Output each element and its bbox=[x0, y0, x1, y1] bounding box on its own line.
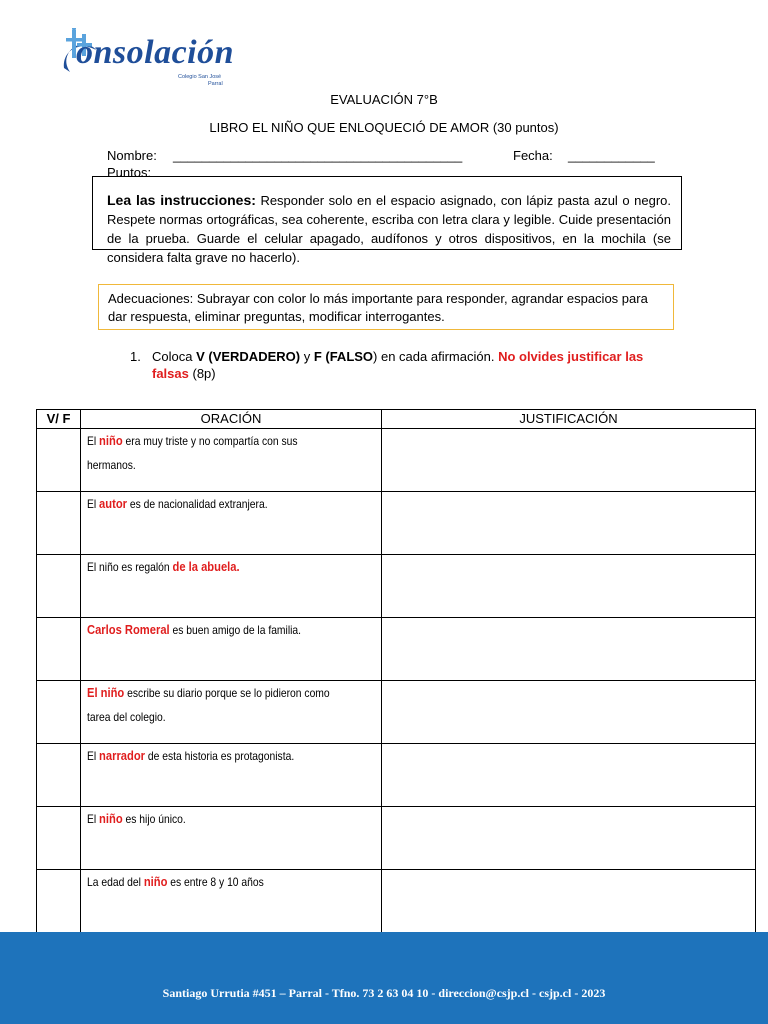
q1-text: Coloca bbox=[152, 349, 197, 364]
sentence-cell bbox=[81, 492, 382, 555]
evaluation-title: EVALUACIÓN 7°B bbox=[330, 92, 438, 107]
q1-points: (8p) bbox=[188, 366, 216, 381]
q1-warning: No olvides justificar las falsas bbox=[152, 349, 644, 381]
sentence-cell bbox=[81, 807, 382, 870]
logo-city: Parral bbox=[208, 81, 223, 87]
header-justificacion: JUSTIFICACIÓN bbox=[382, 410, 756, 429]
table-row bbox=[37, 681, 756, 744]
instructions-lead: Lea las instrucciones: bbox=[107, 192, 256, 208]
footer-bar bbox=[0, 932, 768, 1024]
sentence-highlight: autor bbox=[99, 496, 128, 511]
book-title: LIBRO EL NIÑO QUE ENLOQUECIÓ DE AMOR (30 puntos) bbox=[209, 120, 559, 135]
sentence-text: de esta historia es protagonista. bbox=[145, 749, 295, 763]
sentence-text: La edad del bbox=[87, 875, 144, 889]
puntos-label: Puntos: bbox=[107, 165, 152, 180]
nombre-label: Nombre: bbox=[107, 148, 157, 163]
justification-cell[interactable] bbox=[382, 807, 756, 870]
fecha-label: Fecha: bbox=[513, 148, 553, 163]
sentence-cell bbox=[81, 555, 382, 618]
vf-answer-cell[interactable] bbox=[37, 429, 81, 492]
table-row bbox=[37, 807, 756, 870]
sentence-highlight: de la abuela. bbox=[172, 559, 240, 574]
sentence-highlight: niño bbox=[143, 874, 168, 889]
sentence-text: es de nacionalidad extranjera. bbox=[127, 497, 268, 511]
justification-cell[interactable] bbox=[382, 744, 756, 807]
justification-cell[interactable] bbox=[382, 870, 756, 933]
table-header-row bbox=[37, 410, 756, 429]
sentence-highlight: niño bbox=[99, 811, 123, 826]
question-1 bbox=[130, 348, 660, 382]
sentence-text: El bbox=[87, 749, 100, 763]
nombre-field[interactable]: ________________________________________ bbox=[173, 148, 463, 163]
q1-true-label: V (VERDADERO) bbox=[196, 349, 301, 364]
sentence-cell bbox=[81, 744, 382, 807]
sentence-cell bbox=[81, 618, 382, 681]
justification-cell[interactable] bbox=[382, 618, 756, 681]
justification-cell[interactable] bbox=[382, 429, 756, 492]
table-row bbox=[37, 555, 756, 618]
justification-cell[interactable] bbox=[382, 492, 756, 555]
sentence-text: era muy triste y no compartía con sus hermanos. bbox=[87, 434, 298, 472]
fecha-field[interactable]: ____________ bbox=[568, 148, 655, 163]
q1-false-label: F (FALSO bbox=[313, 349, 374, 364]
sentence-cell bbox=[81, 681, 382, 744]
sentence-highlight: narrador bbox=[99, 748, 146, 763]
vf-answer-cell[interactable] bbox=[37, 870, 81, 933]
school-logo bbox=[60, 26, 235, 88]
sentence-text: El bbox=[87, 434, 100, 448]
question-number: 1. bbox=[130, 349, 141, 364]
sentence-text: El niño es regalón bbox=[87, 560, 173, 574]
logo-wordmark: onsolación bbox=[76, 34, 235, 71]
table-row bbox=[37, 618, 756, 681]
justification-cell[interactable] bbox=[382, 681, 756, 744]
sentence-text: El bbox=[87, 497, 100, 511]
true-false-table bbox=[36, 409, 756, 933]
sentence-text: es hijo único. bbox=[122, 812, 186, 826]
vf-answer-cell[interactable] bbox=[37, 681, 81, 744]
vf-answer-cell[interactable] bbox=[37, 807, 81, 870]
sentence-text: es entre 8 y 10 años bbox=[167, 875, 264, 889]
table-row bbox=[37, 870, 756, 933]
vf-answer-cell[interactable] bbox=[37, 744, 81, 807]
table-row bbox=[37, 492, 756, 555]
vf-answer-cell[interactable] bbox=[37, 618, 81, 681]
sentence-cell bbox=[81, 870, 382, 933]
q1-text-each: ) en cada afirmación. bbox=[373, 349, 499, 364]
sentence-highlight: niño bbox=[99, 433, 123, 448]
sentence-highlight: Carlos Romeral bbox=[87, 622, 170, 637]
justification-cell[interactable] bbox=[382, 555, 756, 618]
vf-answer-cell[interactable] bbox=[37, 492, 81, 555]
sentence-highlight: El niño bbox=[87, 685, 125, 700]
sentence-cell bbox=[81, 429, 382, 492]
header-oracion: ORACIÓN bbox=[81, 410, 382, 429]
table-row bbox=[37, 429, 756, 492]
sentence-text: El bbox=[87, 812, 100, 826]
vf-answer-cell[interactable] bbox=[37, 555, 81, 618]
header-vf: V/ F bbox=[37, 410, 81, 429]
sentence-text: es buen amigo de la familia. bbox=[169, 623, 302, 637]
instructions-text: Responder solo en el espacio asignado, con lápiz pasta azul o negro. Respete normas ortográficas, sea coherente, escriba con letra clara y legible. Cuide presentación de la prueba. Guarde el celular apagado, audífonos y otros dispositivos, en la mochila (se considera falta grave no hacerlo). bbox=[107, 193, 671, 265]
logo-subtitle: Colegio San José bbox=[178, 74, 222, 80]
table-row bbox=[37, 744, 756, 807]
footer-contact: Santiago Urrutia #451 – Parral - Tfno. 73 2 63 04 10 - direccion@csjp.cl - csjp.cl - 2023 bbox=[162, 986, 606, 1000]
adecuaciones-box: Adecuaciones: Subrayar con color lo más importante para responder, agrandar espacios para dar respuesta, eliminar preguntas, modificar interrogantes. bbox=[98, 284, 674, 330]
q1-text-and: y bbox=[300, 349, 314, 364]
sentence-text: escribe su diario porque se lo pidieron como tarea del colegio. bbox=[87, 686, 330, 724]
instructions-box bbox=[92, 176, 682, 265]
